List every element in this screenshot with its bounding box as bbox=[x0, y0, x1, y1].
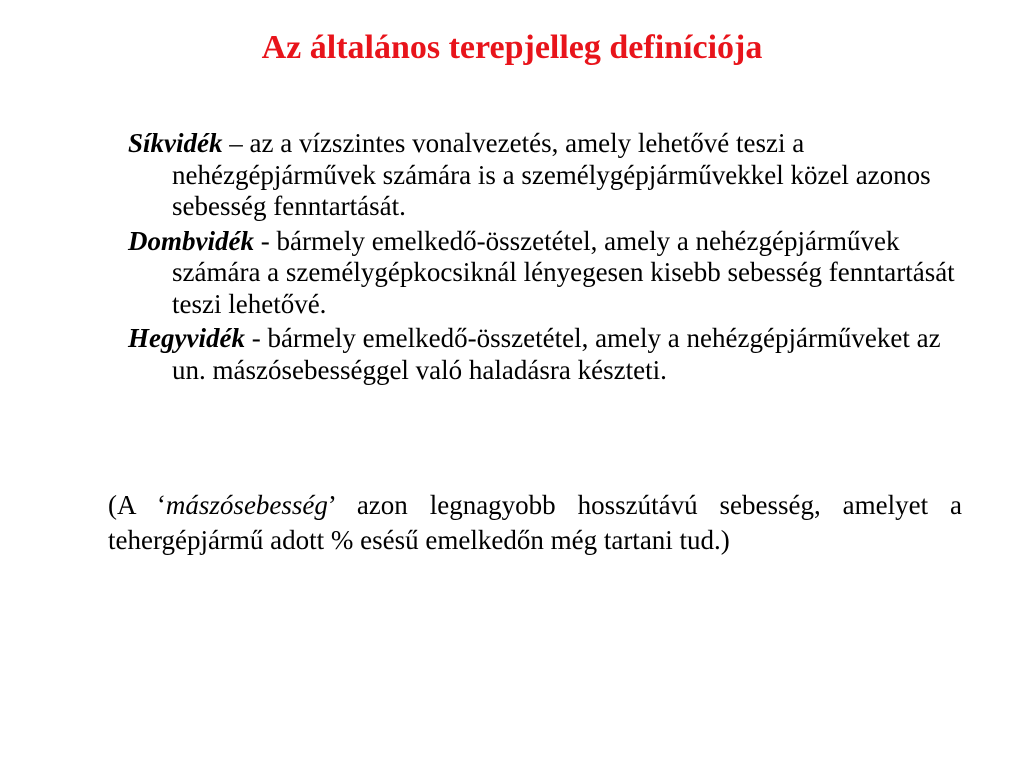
note-prefix: (A ‘ bbox=[108, 490, 166, 520]
definition-text: bármely emelkedő-összetétel, amely a nehézgépjárművek számára a személygépkocsiknál lényegesen kisebb sebesség fenntartását teszi lehetővé. bbox=[172, 225, 955, 319]
definition-text: az a vízszintes vonalvezetés, amely lehetővé teszi a nehézgépjárművek számára is a személygépjárművekkel közel azonos sebesség fenntartását. bbox=[172, 128, 931, 221]
definition-item-dombvidek bbox=[128, 226, 978, 321]
slide-title: Az általános terepjelleg definíciója bbox=[261, 29, 763, 66]
definition-list bbox=[128, 128, 978, 389]
definition-separator: - bbox=[244, 323, 268, 353]
note-term: mászósebesség bbox=[165, 490, 328, 520]
definition-term: Hegyvidék bbox=[128, 323, 245, 353]
note-suffix: ’ azon legnagyobb hosszútávú sebesség, amelyet a tehergépjármű adott % esésű emelkedőn még tartani tud.) bbox=[108, 490, 962, 555]
definition-text: bármely emelkedő-összetétel, amely a nehézgépjárműveket az un. mászósebességgel való haladásra készteti. bbox=[172, 323, 941, 385]
definition-term: Dombvidék bbox=[128, 225, 254, 256]
definition-separator: - bbox=[253, 225, 277, 256]
climbing-speed-note bbox=[108, 488, 962, 558]
definition-term: Síkvidék bbox=[128, 128, 223, 158]
definition-separator: – bbox=[222, 128, 250, 158]
definition-item-hegyvidek bbox=[128, 323, 978, 386]
definition-item-sikvidek bbox=[128, 128, 978, 223]
